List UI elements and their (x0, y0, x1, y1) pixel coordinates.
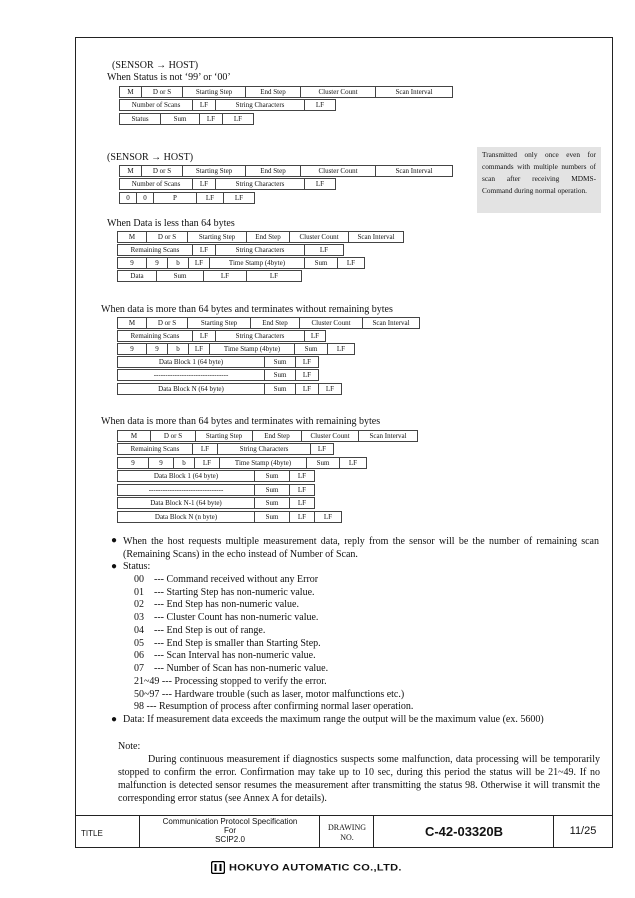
cell: Starting Step (182, 165, 246, 177)
status-item: 05 --- End Step is smaller than Starting Step. (134, 638, 321, 649)
status-item: 07 --- Number of Scan has non-numeric value. (134, 663, 329, 674)
cell: Scan Interval (362, 317, 420, 329)
s4-row3 (118, 344, 355, 356)
cell: Time Stamp (4byte) (209, 257, 305, 269)
cell: D or S (141, 165, 183, 177)
cell: D or S (146, 317, 188, 329)
cell: LF (339, 457, 367, 469)
drawing-number: C-42-03320B (424, 824, 504, 839)
cell: M (119, 165, 142, 177)
s4-row1 (118, 318, 420, 330)
doc-title-line1: Communication Protocol Specification (162, 817, 298, 826)
cell: Cluster Count (301, 430, 359, 442)
cell: LF (310, 443, 334, 455)
cell: Sum (160, 113, 200, 125)
s4-row2 (118, 331, 326, 343)
s2-row3 (120, 193, 255, 205)
cell: LF (289, 511, 315, 523)
cell: String Characters (217, 443, 311, 455)
note-text: During continuous measurement if diagnostics suspects some malfunction, data processing will be temporarily stopped to confirm the error. Confirmation may take up to 10 sec, during this period the status will be 21~49. If no malfunction is detected sensor resumes the measurement after transmitting the status 98. Otherwise it will transmit the corresponding error status (see Annex A for details). (118, 754, 600, 804)
cell: Scan Interval (375, 165, 453, 177)
cell: Starting Step (187, 317, 251, 329)
s5-row2 (118, 444, 334, 456)
cell: Status (119, 113, 161, 125)
cell: End Step (252, 430, 302, 442)
cell: LF (304, 330, 326, 342)
cell: 9 (148, 457, 174, 469)
status-item: 06 --- Scan Interval has non-numeric value. (134, 650, 316, 661)
s3-row4 (118, 271, 302, 283)
cell: Sum (254, 511, 290, 523)
cell: String Characters (215, 178, 305, 190)
status-item: 21~49 --- Processing stopped to verify the error. (134, 676, 327, 687)
cell: LF (192, 99, 216, 111)
section3-heading: When Data is less than 64 bytes (107, 218, 235, 229)
cell: LF (304, 99, 336, 111)
status-item: 03 --- Cluster Count has non-numeric value. (134, 612, 319, 623)
cell: LF (314, 511, 342, 523)
cell: 9 (117, 343, 147, 355)
s5-row1 (118, 431, 418, 443)
status-label: Status: (123, 561, 151, 572)
cell: LF (295, 369, 319, 381)
cell: Sum (254, 497, 290, 509)
cell: Time Stamp (4byte) (209, 343, 295, 355)
cell: End Step (245, 86, 301, 98)
cell: LF (199, 113, 223, 125)
s1-row3 (120, 114, 254, 126)
cell: LF (289, 497, 315, 509)
cell: End Step (246, 231, 290, 243)
cell: Sum (294, 343, 328, 355)
cell: LF (327, 343, 355, 355)
cell: LF (203, 270, 247, 282)
s2-row2 (120, 179, 336, 191)
cell: Sum (254, 484, 290, 496)
cell: Data Block 1 (64 byte) (117, 356, 265, 368)
s5-row5 (118, 485, 315, 497)
cell: D or S (146, 231, 188, 243)
cell: 9 (146, 343, 168, 355)
note-title: Note: (118, 741, 141, 752)
s4-row5 (118, 370, 319, 382)
s1-row2 (120, 100, 336, 112)
cell: Sum (264, 369, 296, 381)
drawing-label-cell (320, 815, 374, 848)
cell: Sum (264, 383, 296, 395)
s5-row7 (118, 512, 342, 524)
cell: b (167, 343, 189, 355)
company-logo (211, 861, 402, 874)
cell: Starting Step (187, 231, 247, 243)
cell: LF (192, 244, 216, 256)
cell: Sum (264, 356, 296, 368)
cell: Time Stamp (4byte) (219, 457, 307, 469)
s4-row6 (118, 384, 342, 396)
s5-row3 (118, 458, 367, 470)
page-number: 11/25 (569, 825, 597, 837)
cell: Remaining Scans (117, 244, 193, 256)
cell: M (117, 430, 151, 442)
bullet-dot: ● (111, 535, 118, 546)
page-number-cell (554, 815, 613, 848)
cell: Sum (254, 470, 290, 482)
cell: End Step (250, 317, 300, 329)
cell: Data Block N (n byte) (117, 511, 255, 523)
cell: 0 (119, 192, 137, 204)
cell: b (173, 457, 195, 469)
s5-row6 (118, 498, 315, 510)
cell: Cluster Count (299, 317, 363, 329)
drawing-label-1: DRAWING (327, 823, 367, 832)
s3-row1 (118, 232, 404, 244)
cell: Sum (304, 257, 338, 269)
cell: LF (337, 257, 365, 269)
cell: LF (188, 343, 210, 355)
s3-row3 (118, 258, 365, 270)
title-label: TITLE (81, 829, 103, 838)
cell: -------------------------------- (117, 484, 255, 496)
s4-row4 (118, 357, 319, 369)
cell: LF (304, 178, 336, 190)
section1-heading-b: When Status is not ‘99’ or ‘00’ (107, 72, 231, 83)
cell: P (153, 192, 197, 204)
status-item: 50~97 --- Hardware trouble (such as laser, motor malfunctions etc.) (134, 689, 405, 700)
cell: String Characters (215, 330, 305, 342)
status-item: 04 --- End Step is out of range. (134, 625, 266, 636)
side-note: Transmitted only once even for commands with multiple numbers of scan after receiving MDMS-Command during normal operation. (477, 147, 601, 213)
cell: Remaining Scans (117, 330, 193, 342)
cell: 9 (146, 257, 168, 269)
cell: Data (117, 270, 157, 282)
cell: Scan Interval (375, 86, 453, 98)
cell: LF (192, 330, 216, 342)
cell: 9 (117, 457, 149, 469)
s5-row4 (118, 471, 315, 483)
cell: LF (188, 257, 210, 269)
cell: LF (222, 113, 254, 125)
title-label-cell (75, 815, 140, 848)
cell: LF (196, 192, 224, 204)
section4-heading: When data is more than 64 bytes and terminates without remaining bytes (101, 304, 393, 315)
cell: String Characters (215, 99, 305, 111)
cell: LF (192, 178, 216, 190)
cell: M (119, 86, 142, 98)
bullet-dot: ● (111, 714, 118, 725)
cell: 0 (136, 192, 154, 204)
cell: Starting Step (182, 86, 246, 98)
section1-heading-a: (SENSOR → HOST) (112, 60, 199, 71)
s2-row1 (120, 166, 453, 178)
cell: LF (295, 383, 319, 395)
cell: Cluster Count (300, 86, 376, 98)
doc-title-line3: SCIP2.0 (215, 835, 245, 844)
cell: Starting Step (195, 430, 253, 442)
cell: Scan Interval (358, 430, 418, 442)
cell: LF (289, 470, 315, 482)
cell: Data Block N (64 byte) (117, 383, 265, 395)
cell: LF (304, 244, 344, 256)
cell: b (167, 257, 189, 269)
cell: Sum (306, 457, 340, 469)
status-item: 00 --- Command received without any Error (134, 574, 319, 585)
doc-title-line2: For (224, 826, 236, 835)
drawing-label-2: NO. (340, 833, 354, 842)
cell: Sum (156, 270, 204, 282)
cell: Data Block N-1 (64 byte) (117, 497, 255, 509)
cell: String Characters (215, 244, 305, 256)
section5-heading: When data is more than 64 bytes and terminates with remaining bytes (101, 416, 381, 427)
cell: Number of Scans (119, 99, 193, 111)
cell: LF (192, 443, 218, 455)
cell: LF (194, 457, 220, 469)
cell: LF (289, 484, 315, 496)
cell: Number of Scans (119, 178, 193, 190)
cell: Remaining Scans (117, 443, 193, 455)
company-name: HOKUYO AUTOMATIC CO.,LTD. (229, 862, 402, 873)
doc-title-cell (140, 815, 320, 848)
cell: Scan Interval (348, 231, 404, 243)
status-item: 01 --- Starting Step has non-numeric value. (134, 587, 315, 598)
bullet-data-max: Data: If measurement data exceeds the maximum range the output will be the maximum value (ex. 5600) (123, 714, 544, 725)
cell: M (117, 317, 147, 329)
drawing-number-cell (374, 815, 554, 848)
cell: LF (246, 270, 302, 282)
cell: Cluster Count (289, 231, 349, 243)
status-item: 98 --- Resumption of process after confirming normal laser operation. (134, 701, 414, 712)
bullet-remaining-scans: When the host requests multiple measurement data, reply from the sensor will be the number of remaining scan (Remaining Scans) in the echo instead of Number of Scan. (123, 536, 599, 560)
s1-row1 (120, 87, 453, 99)
cell: LF (295, 356, 319, 368)
cell: End Step (245, 165, 301, 177)
cell: Data Block 1 (64 byte) (117, 470, 255, 482)
cell: M (117, 231, 147, 243)
cell: LF (223, 192, 255, 204)
cell: -------------------------------- (117, 369, 265, 381)
status-item: 02 --- End Step has non-numeric value. (134, 599, 299, 610)
s3-row2 (118, 245, 344, 257)
section2-heading: (SENSOR → HOST) (107, 152, 194, 163)
bullet-dot: ● (111, 561, 118, 572)
hokuyo-logo-icon (211, 861, 225, 874)
cell: Cluster Count (300, 165, 376, 177)
cell: 9 (117, 257, 147, 269)
cell: D or S (141, 86, 183, 98)
cell: LF (318, 383, 342, 395)
cell: D or S (150, 430, 196, 442)
